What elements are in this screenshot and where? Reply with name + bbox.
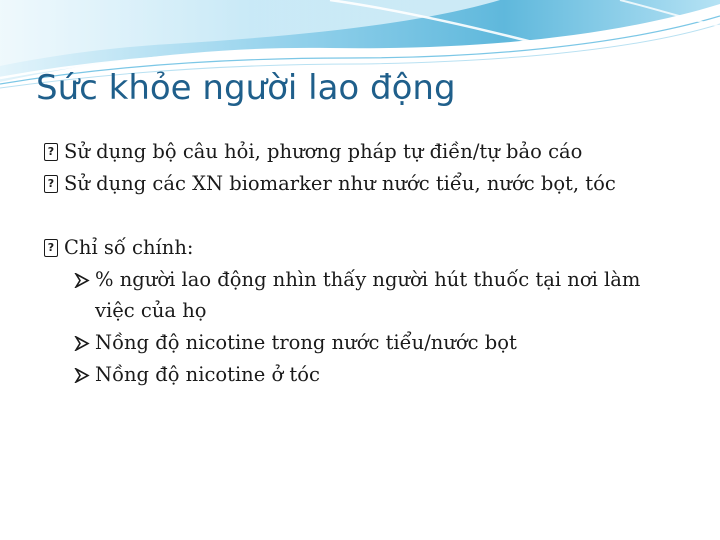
bullet-text: Sử dụng các XN biomarker như nước tiểu, nước bọt, tóc — [64, 172, 616, 195]
bullet-item — [44, 168, 684, 200]
bullet-text: Sử dụng bộ câu hỏi, phương pháp tự điền/tự bảo cáo — [64, 140, 583, 163]
bullet-list — [44, 136, 684, 391]
missing-glyph-bullet-icon — [44, 143, 58, 161]
arrow-bullet-icon — [74, 336, 90, 351]
bullet-item — [44, 232, 684, 264]
bullet-item — [44, 136, 684, 168]
arrow-bullet-icon — [74, 368, 90, 383]
sub-bullet-text: % người lao động nhìn thấy người hút thuốc tại nơi làm việc của họ — [95, 268, 641, 322]
missing-glyph-bullet-icon — [44, 239, 58, 257]
sub-bullet-item — [44, 359, 684, 391]
slide-title: Sức khỏe người lao động — [36, 68, 456, 108]
sub-bullet-item — [44, 264, 684, 327]
sub-bullet-text: Nồng độ nicotine trong nước tiểu/nước bọt — [95, 331, 517, 354]
sub-bullet-text: Nồng độ nicotine ở tóc — [95, 363, 320, 386]
arrow-bullet-icon — [74, 273, 90, 288]
missing-glyph-bullet-icon — [44, 175, 58, 193]
sub-bullet-item — [44, 327, 684, 359]
spacer — [44, 200, 684, 232]
bullet-text: Chỉ số chính: — [64, 236, 194, 259]
